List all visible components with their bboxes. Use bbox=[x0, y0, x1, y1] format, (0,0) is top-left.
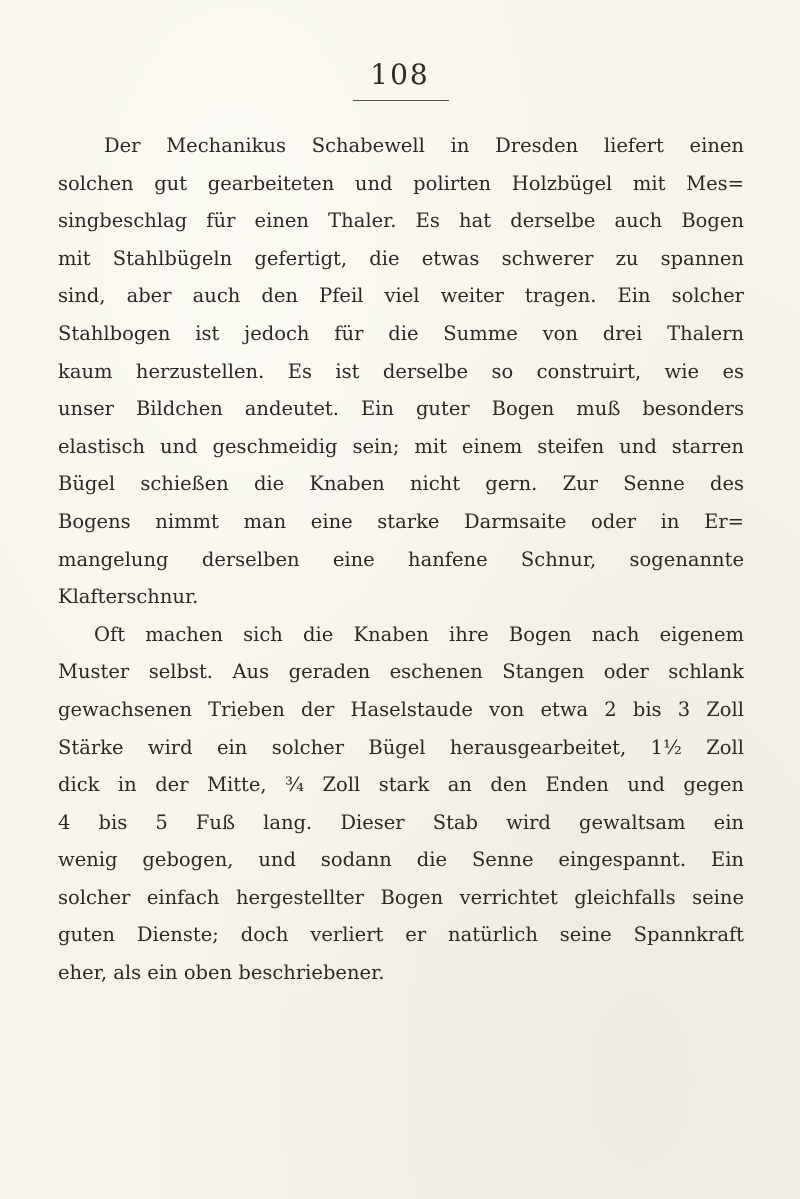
text-line: wenig gebogen, und sodann die Senne eingespannt. Ein bbox=[58, 848, 744, 872]
text-line: Bügel schießen die Knaben nicht gern. Zur Senne des bbox=[58, 472, 744, 496]
text-line: Bogens nimmt man eine starke Darmsaite oder in Er= bbox=[58, 509, 744, 533]
text-line: Stärke wird ein solcher Bügel herausgearbeitet, 1½ Zoll bbox=[58, 735, 744, 759]
text-line: 4 bis 5 Fuß lang. Dieser Stab wird gewaltsam ein bbox=[58, 810, 744, 834]
body-text bbox=[58, 127, 744, 992]
text-line: elastisch und geschmeidig sein; mit einem steifen und starren bbox=[58, 434, 744, 458]
text-line: Muster selbst. Aus geraden eschenen Stangen oder schlank bbox=[58, 660, 744, 684]
text-line: Der Mechanikus Schabewell in Dresden liefert einen bbox=[104, 134, 744, 157]
text-line: dick in der Mitte, ¾ Zoll stark an den Enden und gegen bbox=[58, 773, 744, 797]
text-line: singbeschlag für einen Thaler. Es hat derselbe auch Bogen bbox=[58, 209, 744, 233]
text-line: mangelung derselben eine hanfene Schnur, sogenannte bbox=[58, 547, 744, 571]
text-line: unser Bildchen andeutet. Ein guter Bogen muß besonders bbox=[58, 397, 744, 421]
text-line: kaum herzustellen. Es ist derselbe so construirt, wie es bbox=[58, 359, 744, 383]
text-line: solchen gut gearbeiteten und polirten Holzbügel mit Mes= bbox=[58, 171, 744, 195]
text-line: sind, aber auch den Pfeil viel weiter tragen. Ein solcher bbox=[58, 284, 744, 308]
text-line: mit Stahlbügeln gefertigt, die etwas schwerer zu spannen bbox=[58, 246, 744, 270]
text-line: guten Dienste; doch verliert er natürlich seine Spannkraft bbox=[58, 923, 744, 947]
header-rule bbox=[353, 100, 449, 101]
paragraph bbox=[58, 127, 744, 616]
paragraph bbox=[58, 616, 744, 992]
text-line: solcher einfach hergestellter Bogen verrichtet gleichfalls seine bbox=[58, 885, 744, 909]
text-line: Oft machen sich die Knaben ihre Bogen nach eigenem bbox=[94, 622, 744, 646]
page-number: 108 bbox=[370, 58, 430, 91]
text-line: eher, als ein oben beschriebener. bbox=[58, 961, 385, 985]
text-line: gewachsenen Trieben der Haselstaude von etwa 2 bis 3 Zoll bbox=[58, 697, 744, 721]
text-line: Klafterschnur. bbox=[58, 585, 199, 609]
text-line: Stahlbogen ist jedoch für die Summe von drei Thalern bbox=[58, 321, 744, 345]
